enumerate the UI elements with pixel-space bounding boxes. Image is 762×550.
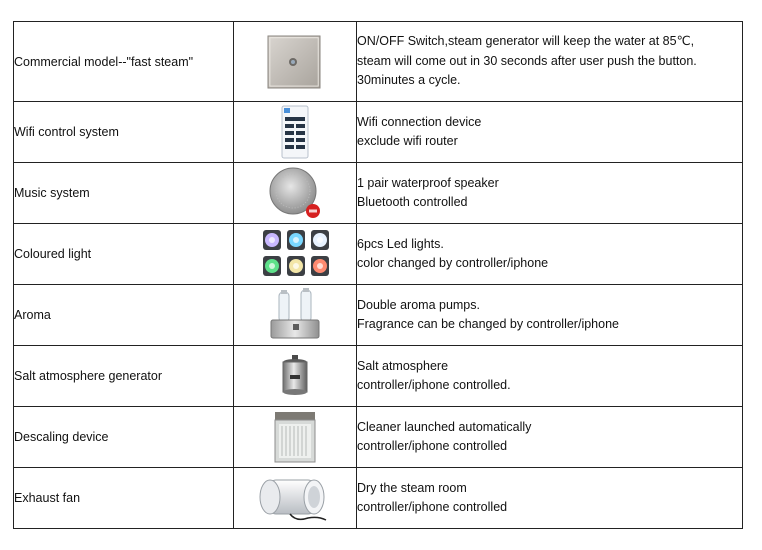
feature-desc-line: Salt atmosphere: [357, 358, 449, 373]
feature-desc-line: color changed by controller/iphone: [357, 256, 549, 270]
salt-canister-icon: [278, 353, 312, 399]
speaker-icon: [265, 167, 325, 219]
wifi-remote-icon: [280, 104, 310, 160]
led-light-glow: [269, 237, 275, 243]
table-row: [14, 468, 743, 529]
feature-name: Salt atmosphere generator: [14, 346, 234, 407]
feature-name: Exhaust fan: [14, 468, 234, 529]
feature-name: Descaling device: [14, 407, 234, 468]
feature-desc-line: Dry the steam room: [357, 480, 467, 495]
feature-name: Coloured light: [14, 224, 234, 285]
feature-desc-line: controller/iphone controlled.: [357, 378, 511, 392]
descaler-icon: [272, 410, 318, 464]
feature-desc-line: 1 pair waterproof speaker: [357, 175, 499, 190]
feature-desc-line: 6pcs Led lights.: [357, 236, 444, 251]
feature-name: Wifi control system: [14, 102, 234, 163]
feature-name: Commercial model--"fast steam": [14, 22, 234, 102]
table-row: [14, 285, 743, 346]
feature-desc-line: ON/OFF Switch,steam generator will keep the water at 85℃,: [357, 34, 695, 49]
table-row: [14, 163, 743, 224]
steam-switch-panel-icon: [266, 32, 324, 92]
feature-desc-line: controller/iphone controlled: [357, 439, 508, 453]
feature-desc-line: 30minutes a cycle.: [357, 73, 461, 88]
feature-desc-line: Fragrance can be changed by controller/iphone: [357, 317, 619, 331]
feature-name: Aroma: [14, 285, 234, 346]
feature-desc-line: steam will come out in 30 seconds after user push the button.: [357, 53, 697, 68]
feature-name: Music system: [14, 163, 234, 224]
table-row: [14, 102, 743, 163]
table-row: [14, 22, 743, 102]
exhaust-fan-icon: [256, 472, 334, 524]
feature-desc-line: Double aroma pumps.: [357, 297, 480, 312]
aroma-pump-icon: [265, 286, 325, 344]
feature-desc-line: Wifi connection device: [357, 114, 482, 129]
feature-desc-line: controller/iphone controlled: [357, 500, 508, 514]
led-light-glow: [293, 263, 299, 269]
table-row: [14, 224, 743, 285]
feature-desc-line: Cleaner launched automatically: [357, 419, 532, 434]
feature-desc-line: exclude wifi router: [357, 134, 458, 148]
feature-desc-line: Bluetooth controlled: [357, 195, 468, 209]
led-light-glow: [317, 237, 323, 243]
table-row: [14, 407, 743, 468]
feature-table: [13, 21, 743, 529]
led-light-glow: [293, 237, 299, 243]
led-light-glow: [269, 263, 275, 269]
led-light-glow: [317, 263, 323, 269]
table-row: [14, 346, 743, 407]
led-lights-icon: [259, 228, 331, 280]
